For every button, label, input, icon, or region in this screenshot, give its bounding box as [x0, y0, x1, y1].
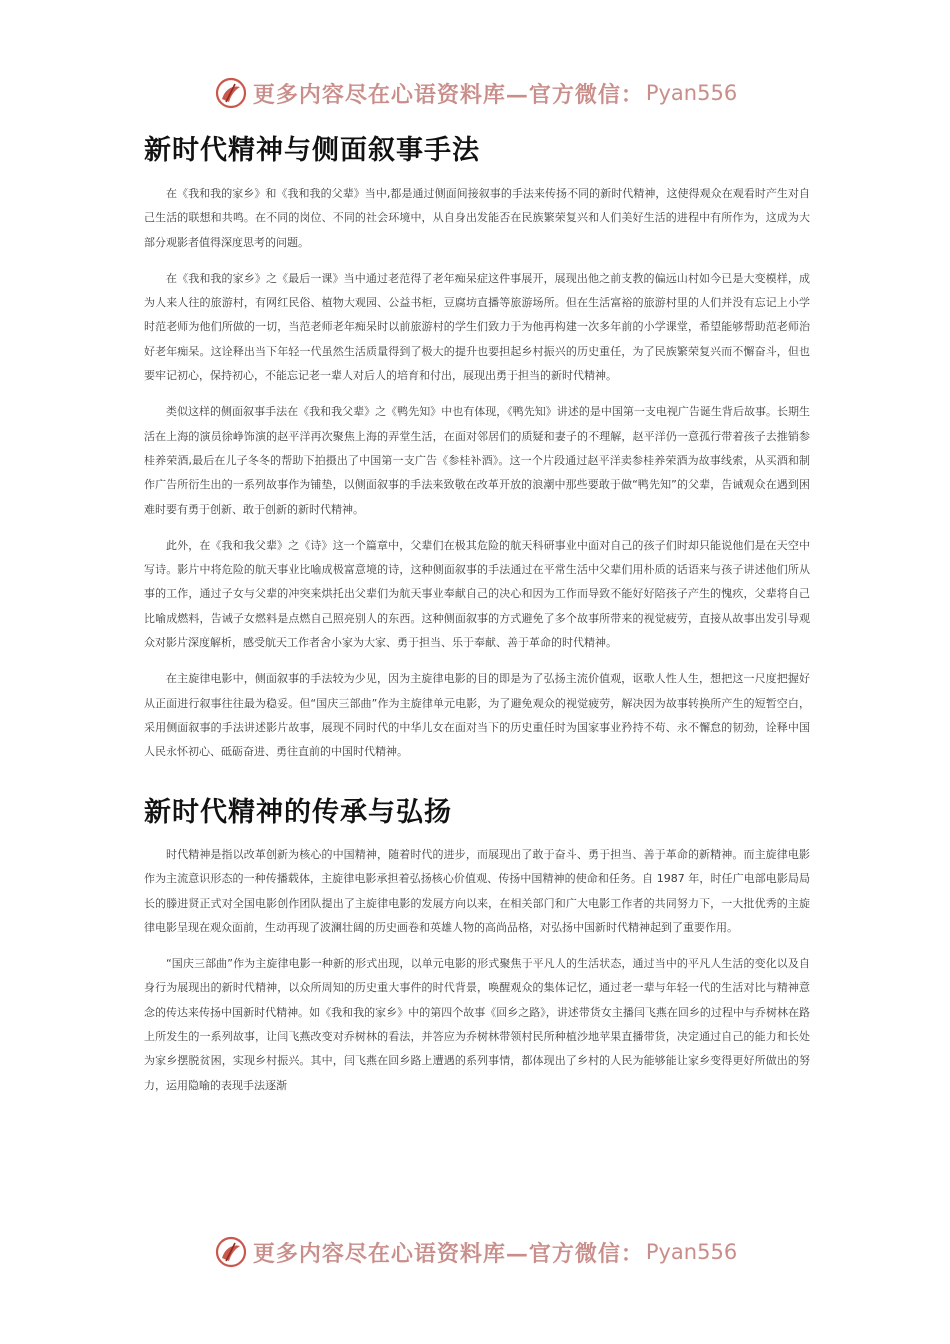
paragraph: 在主旋律电影中，侧面叙事的手法较为少见，因为主旋律电影的目的即是为了弘扬主流价值观，讴歌人性人生，想把这一尺度把握好从正面进行叙事往往最为稳妥。但“国庆三部曲”作为主旋律单元电影，为了避免观众的视觉疲劳，解决因为故事转换所产生的短暂空白，采用侧面叙事的手法讲述影片故事，展现不同时代的中华儿女在面对当下的历史重任时为国家事业矜持不苟、永不懈怠的韧劲，诠释中国人民永怀初心、砥砺奋进、勇往直前的中国时代精神。: [144, 672, 810, 759]
paragraph: 类似这样的侧面叙事手法在《我和我父辈》之《鸭先知》中也有体现，《鸭先知》讲述的是中国第一支电视广告诞生背后故事。长期生活在上海的演员徐峥饰演的赵平洋再次聚焦上海的弄堂生活，在面对邻居们的质疑和妻子的不理解，赵平洋仍一意孤行带着孩子去推销参桂养荣酒,最后在儿子冬冬的帮助下拍摄出了中国第一支广告《参桂补酒》。这一个片段通过赵平洋卖参桂养荣酒为故事线索，从买酒和制作广告所衍生出的一系列故事作为铺垫，以侧面叙事的手法来致敬在改革开放的浪潮中那些要敢于做“鸭先知”的父辈，告诫观众在遇到困难时要有勇于创新、敢于创新的新时代精神。: [144, 405, 810, 516]
paragraph: 时代精神是指以改革创新为核心的中国精神，随着时代的进步，而展现出了敢于奋斗、勇于担当、善于革命的新精神。而主旋律电影作为主流意识形态的一种传播载体，主旋律电影承担着弘扬核心价值观、传扬中国精神的使命和任务。自 1987 年，时任广电部电影局局长的滕进贤正式对全国电影创作团队提出了主旋律电影的发展方向以来，在相关部门和广大电影工作者的共同努力下，一大批优秀的主旋律电影呈现在观众面前，生动再现了波澜壮阔的历史画卷和英雄人物的高尚品格，对弘扬中国新时代精神起到了重要作用。: [144, 848, 810, 934]
paragraph: 在《我和我的家乡》和《我和我的父辈》当中,都是通过侧面间接叙事的手法来传扬不同的新时代精神，这使得观众在观看时产生对自己生活的联想和共鸣。在不同的岗位、不同的社会环境中，从自身出发能否在民族繁荣复兴和人们美好生活的进程中有所作为，这成为大部分观影者值得深度思考的问题。: [144, 187, 810, 249]
top-banner: [0, 73, 950, 113]
logo-icon: [213, 1234, 249, 1270]
bottom-banner: [0, 1232, 950, 1272]
banner-text: 更多内容尽在心语资料库—官方微信：: [252, 1240, 644, 1267]
banner-wechat-id: Pyan556: [645, 81, 738, 105]
paragraph: “国庆三部曲”作为主旋律电影一种新的形式出现，以单元电影的形式聚焦于平凡人的生活状态，通过当中的平凡人生活的变化以及自身行为展现出的新时代精神，以众所周知的历史重大事件的时代背景，唤醒观众的集体记忆，通过老一辈与年轻一代的生活对比与精神意念的传达来传扬中国新时代精神。如《我和我的家乡》中的第四个故事《回乡之路》，讲述带货女主播闫飞燕在回乡的过程中与乔树林在路上所发生的一系列故事，让闫飞燕改变对乔树林的看法，并答应为乔树林带领村民所种植沙地苹果直播带货，决定通过自己的能力和长处为家乡摆脱贫困，实现乡村振兴。其中，闫飞燕在回乡路上遭遇的系列事情，都体现出了乡村的人民为能够能让家乡变得更好所做出的努力，运用隐喻的表现手法逐渐: [144, 957, 810, 1092]
paragraph: 此外，在《我和我父辈》之《诗》这一个篇章中，父辈们在极其危险的航天科研事业中面对自己的孩子们时却只能说他们是在天空中写诗。影片中将危险的航天事业比喻成极富意境的诗，这种侧面叙事的手法通过在平常生活中父辈们用朴质的话语来与孩子讲述他们所从事的工作，通过子女与父辈的冲突来烘托出父辈们为航天事业奉献自己的决心和因为工作而导致不能好好陪孩子产生的愧疚，父辈将自己比喻成燃料，告诫子女燃料是点燃自己照亮别人的东西。这种侧面叙事的方式避免了多个故事所带来的视觉疲劳，直接从故事出发引导观众对影片深度解析，感受航天工作者舍小家为大家、勇于担当、乐于奉献、善于革命的时代精神。: [144, 538, 810, 650]
banner-text: 更多内容尽在心语资料库—官方微信：: [252, 81, 644, 108]
paragraph: 在《我和我的家乡》之《最后一课》当中通过老范得了老年痴呆症这件事展开，展现出他之前支教的偏远山村如今已是大变模样，成为人来人往的旅游村，有网红民俗、植物大观园、公益书柜，豆腐坊直播等旅游场所。但在生活富裕的旅游村里的人们并没有忘记上小学时范老师为他们所做的一切，当范老师老年痴呆时以前旅游村的学生们致力于为他再构建一次多年前的小学课堂，希望能够帮助范老师治好老年痴呆。这诠释出当下年轻一代虽然生活质量得到了极大的提升也要担起乡村振兴的历史重任，为了民族繁荣复兴而不懈奋斗，但也要牢记初心，保持初心，不能忘记老一辈人对后人的培育和付出，展现出勇于担当的新时代精神。: [144, 271, 810, 383]
section-heading: 新时代精神与侧面叙事手法: [144, 135, 480, 166]
banner-wechat-id: Pyan556: [645, 1240, 738, 1264]
section-body: [144, 843, 810, 1110]
section-body: [144, 182, 810, 777]
section-heading: 新时代精神的传承与弘扬: [144, 797, 452, 828]
logo-icon: [213, 75, 249, 111]
